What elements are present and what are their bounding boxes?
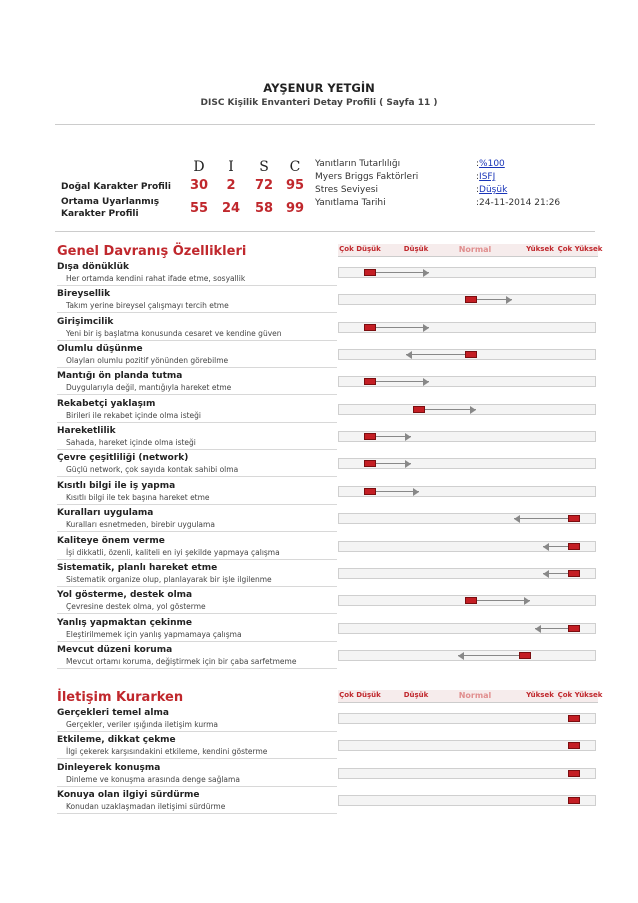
- answer-date-value: :24-11-2014 21:26: [476, 198, 561, 208]
- trait-arrow-line: [370, 272, 429, 273]
- adapted-i-value: 24: [221, 201, 241, 216]
- trait-arrow-line: [370, 381, 429, 382]
- trait-arrow-line: [458, 655, 525, 656]
- trait-description: Olayları olumlu pozitif yönünden görebilme: [66, 356, 229, 366]
- trait-marker: [465, 296, 477, 303]
- natural-profile-label: Doğal Karakter Profili: [61, 182, 171, 192]
- scale-label-1: Düşük: [403, 245, 429, 253]
- trait-name: Bireysellik: [57, 289, 111, 300]
- stress-level-label: Stres Seviyesi: [315, 185, 378, 195]
- trait-track: [338, 713, 596, 724]
- trait-name: Rekabetçi yaklaşım: [57, 398, 156, 409]
- trait-arrow-head-icon: [543, 570, 549, 578]
- trait-divider: [57, 668, 337, 669]
- trait-track: [338, 623, 596, 634]
- trait-arrow-head-icon: [543, 543, 549, 551]
- trait-divider: [57, 285, 337, 286]
- trait-arrow-head-icon: [423, 324, 429, 332]
- trait-divider: [57, 531, 337, 532]
- report-subtitle: DISC Kişilik Envanteri Detay Profili ( Sayfa 11 ): [200, 98, 438, 108]
- trait-name: Kaliteye önem verme: [57, 535, 165, 546]
- adapted-profile-label: [61, 196, 159, 220]
- trait-divider: [57, 786, 337, 787]
- consistency-value[interactable]: :%100: [476, 159, 505, 169]
- trait-divider: [57, 367, 337, 368]
- scale-label-0: Çok Düşük: [339, 691, 381, 699]
- trait-marker: [364, 433, 376, 440]
- trait-name: Yanlış yapmaktan çekinme: [57, 617, 192, 628]
- trait-track: [338, 568, 596, 579]
- trait-divider: [57, 449, 337, 450]
- trait-name: Girişimcilik: [57, 316, 114, 327]
- trait-divider: [57, 813, 337, 814]
- consistency-label: Yanıtların Tutarlılığı: [315, 159, 401, 169]
- trait-track: [338, 595, 596, 606]
- trait-arrow-head-icon: [458, 652, 464, 660]
- trait-marker: [568, 543, 580, 550]
- natural-d-value: 30: [189, 178, 209, 193]
- trait-track: [338, 795, 596, 806]
- stress-level-value[interactable]: :Düşük: [476, 185, 508, 195]
- trait-marker: [568, 515, 580, 522]
- trait-name: Yol gösterme, destek olma: [57, 590, 193, 601]
- adapted-profile-label-line2: Karakter Profili: [61, 209, 139, 219]
- trait-description: Sistematik organize olup, planlayarak bir işle ilgilenme: [66, 574, 272, 584]
- trait-marker: [568, 797, 580, 804]
- trait-arrow-head-icon: [514, 515, 520, 523]
- trait-arrow-line: [419, 409, 476, 410]
- trait-track: [338, 294, 596, 305]
- trait-name: Kuralları uygulama: [57, 508, 154, 519]
- natural-i-value: 2: [226, 178, 236, 193]
- trait-description: Çevresine destek olma, yol gösterme: [66, 602, 206, 612]
- trait-name: Gerçekleri temel alma: [57, 708, 169, 718]
- scale-label-3: Yüksek: [526, 245, 554, 253]
- trait-arrow-head-icon: [524, 597, 530, 605]
- trait-description: Takım yerine bireysel çalışmayı tercih etme: [66, 301, 229, 311]
- disc-divider: [55, 231, 595, 232]
- trait-arrow-head-icon: [535, 625, 541, 633]
- trait-divider: [57, 394, 337, 395]
- trait-name: Olumlu düşünme: [57, 344, 143, 355]
- trait-marker: [568, 742, 580, 749]
- trait-marker: [465, 351, 477, 358]
- trait-track: [338, 650, 596, 661]
- trait-name: Etkileme, dikkat çekme: [57, 735, 176, 746]
- trait-track: [338, 376, 596, 387]
- trait-description: Sahada, hareket içinde olma isteği: [66, 438, 196, 448]
- trait-arrow-head-icon: [423, 269, 429, 277]
- trait-divider: [57, 504, 337, 505]
- trait-description: Gerçekler, veriler ışığında iletişim kurma: [66, 720, 218, 729]
- adapted-profile-label-line1: Ortama Uyarlanmış: [61, 197, 160, 207]
- trait-description: Birileri ile rekabet içinde olma isteği: [66, 410, 202, 420]
- myers-briggs-value[interactable]: :ISFJ: [476, 172, 496, 182]
- trait-marker: [568, 625, 580, 632]
- trait-description: Duygularıyla değil, mantığıyla hareket etme: [66, 383, 232, 393]
- trait-marker: [568, 570, 580, 577]
- scale-label-2: Normal: [458, 245, 492, 254]
- trait-name: Sistematik, planlı hareket etme: [57, 562, 218, 573]
- trait-divider: [57, 559, 337, 560]
- trait-divider: [57, 758, 337, 759]
- natural-s-value: 72: [254, 178, 274, 193]
- trait-arrow-head-icon: [470, 406, 476, 414]
- trait-arrow-head-icon: [423, 378, 429, 386]
- trait-arrow-head-icon: [406, 351, 412, 359]
- trait-marker: [568, 770, 580, 777]
- disc-letter-i: I: [228, 159, 234, 175]
- trait-description: Konudan uzaklaşmadan iletişimi sürdürme: [66, 802, 226, 812]
- scale-label-3: Yüksek: [526, 691, 554, 699]
- trait-track: [338, 513, 596, 524]
- trait-arrow-head-icon: [506, 296, 512, 304]
- scale-label-0: Çok Düşük: [339, 245, 381, 253]
- adapted-c-value: 99: [285, 201, 305, 216]
- trait-marker: [568, 715, 580, 722]
- trait-track: [338, 740, 596, 751]
- trait-description: Güçlü network, çok sayıda kontak sahibi olma: [66, 465, 239, 475]
- natural-c-value: 95: [285, 178, 305, 193]
- trait-track: [338, 458, 596, 469]
- trait-divider: [57, 641, 337, 642]
- section-title: İletişim Kurarken: [57, 690, 184, 705]
- trait-marker: [413, 406, 425, 413]
- adapted-s-value: 58: [254, 201, 274, 216]
- trait-arrow-line: [406, 354, 471, 355]
- trait-marker: [465, 597, 477, 604]
- trait-track: [338, 267, 596, 278]
- trait-description: Mevcut ortamı koruma, değiştirmek için bir çaba sarfetmeme: [66, 656, 297, 666]
- header-divider: [55, 124, 595, 125]
- section-title: Genel Davranış Özellikleri: [57, 244, 247, 259]
- scale-label-4: Çok Yüksek: [557, 691, 603, 699]
- trait-divider: [57, 586, 337, 587]
- trait-description: Her ortamda kendini rahat ifade etme, sosyallik: [66, 274, 246, 283]
- trait-name: Dışa dönüklük: [57, 262, 130, 272]
- disc-letter-s: S: [259, 159, 269, 175]
- trait-divider: [57, 731, 337, 732]
- trait-description: Kısıtlı bilgi ile tek başına hareket etme: [66, 492, 210, 502]
- trait-divider: [57, 422, 337, 423]
- trait-name: Mevcut düzeni koruma: [57, 644, 173, 655]
- person-name: AYŞENUR YETGİN: [263, 81, 375, 95]
- trait-marker: [364, 488, 376, 495]
- trait-divider: [57, 312, 337, 313]
- trait-arrow-line: [370, 491, 419, 492]
- trait-marker: [364, 378, 376, 385]
- trait-track: [338, 404, 596, 415]
- trait-arrow-head-icon: [405, 433, 411, 441]
- trait-track: [338, 768, 596, 779]
- trait-arrow-head-icon: [405, 460, 411, 468]
- trait-name: Hareketlilik: [57, 426, 116, 437]
- trait-track: [338, 486, 596, 497]
- disc-letter-d: D: [193, 159, 205, 175]
- answer-date-label: Yanıtlama Tarihi: [315, 198, 386, 208]
- trait-name: Çevre çeşitliliği (network): [57, 453, 189, 464]
- trait-track: [338, 541, 596, 552]
- trait-track: [338, 431, 596, 442]
- adapted-d-value: 55: [189, 201, 209, 216]
- trait-marker: [364, 324, 376, 331]
- scale-label-1: Düşük: [403, 691, 429, 699]
- trait-arrow-head-icon: [413, 488, 419, 496]
- trait-description: İlgi çekerek karşısındakini etkileme, kendini gösterme: [66, 747, 268, 757]
- trait-description: Kuralları esnetmeden, birebir uygulama: [66, 520, 215, 530]
- trait-marker: [364, 460, 376, 467]
- trait-track: [338, 349, 596, 360]
- trait-divider: [57, 340, 337, 341]
- trait-divider: [57, 613, 337, 614]
- trait-divider: [57, 476, 337, 477]
- trait-arrow-line: [514, 518, 573, 519]
- trait-description: Yeni bir iş başlatma konusunda cesaret ve kendine güven: [66, 328, 282, 338]
- trait-track: [338, 322, 596, 333]
- trait-name: Konuya olan ilgiyi sürdürme: [57, 790, 200, 801]
- scale-label-2: Normal: [458, 691, 492, 700]
- trait-description: İşi dikkatli, özenli, kaliteli en iyi şekilde yapmaya çalışma: [66, 547, 280, 557]
- trait-name: Mantığı ön planda tutma: [57, 371, 183, 382]
- trait-description: Dinleme ve konuşma arasında denge sağlama: [66, 774, 240, 784]
- trait-marker: [364, 269, 376, 276]
- trait-name: Dinleyerek konuşma: [57, 762, 161, 773]
- disc-letter-c: C: [289, 159, 301, 175]
- trait-description: Eleştirilmemek için yanlış yapmamaya çalışma: [66, 629, 242, 639]
- scale-label-4: Çok Yüksek: [557, 245, 603, 253]
- trait-arrow-line: [370, 327, 429, 328]
- myers-briggs-label: Myers Briggs Faktörleri: [315, 172, 419, 182]
- trait-marker: [519, 652, 531, 659]
- trait-arrow-line: [471, 600, 530, 601]
- trait-name: Kısıtlı bilgi ile iş yapma: [57, 480, 176, 491]
